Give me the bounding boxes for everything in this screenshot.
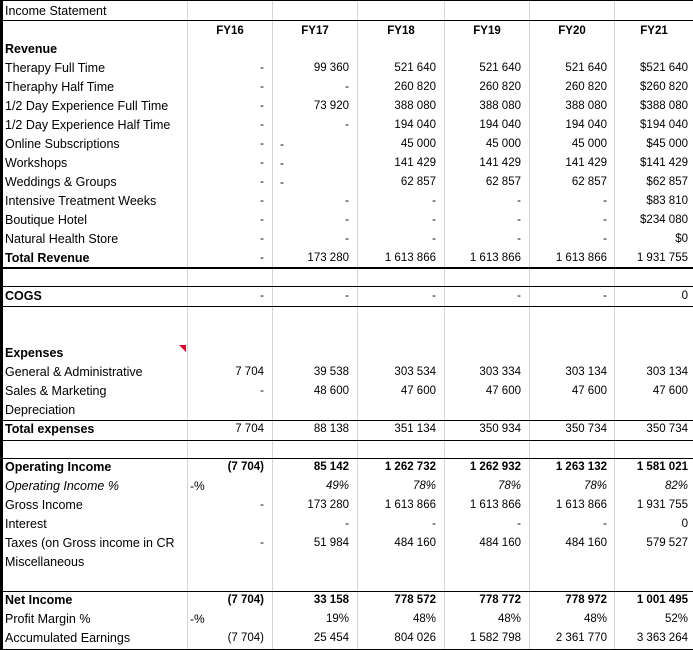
row-label: Theraphy Half Time	[5, 80, 115, 94]
value-cell[interactable]: 1 613 866	[384, 499, 436, 511]
value-cell[interactable]	[445, 553, 521, 572]
value-cell[interactable]	[445, 401, 521, 420]
value-cell[interactable]: -	[517, 233, 521, 245]
value-cell[interactable]: -	[345, 290, 349, 302]
value-cell[interactable]: 1 613 866	[555, 499, 607, 511]
value-cell[interactable]: -	[260, 385, 264, 397]
value-cell[interactable]: $260 820	[640, 81, 688, 93]
row-label: Intensive Treatment Weeks	[5, 194, 157, 208]
statement-row	[0, 477, 693, 496]
statement-row	[0, 116, 693, 135]
value-cell[interactable]: 45 000	[485, 138, 521, 150]
row-label: Net Income	[5, 593, 73, 607]
statement-row	[0, 591, 693, 610]
value-cell[interactable]: 52%	[664, 613, 688, 625]
value-cell[interactable]: 1 581 021	[636, 461, 688, 473]
value-cell[interactable]	[188, 401, 264, 420]
value-cell[interactable]: 49%	[325, 480, 349, 492]
row-label: Expenses	[5, 346, 64, 360]
row-label: Gross Income	[5, 498, 83, 512]
row-label: 1/2 Day Experience Half Time	[5, 118, 171, 132]
value-cell[interactable]: 78%	[583, 480, 607, 492]
value-cell[interactable]: 45 000	[571, 138, 607, 150]
top-border	[0, 0, 693, 1]
value-cell[interactable]	[188, 40, 264, 59]
value-cell[interactable]	[358, 344, 436, 363]
value-cell[interactable]	[445, 344, 521, 363]
value-cell[interactable]	[358, 401, 436, 420]
value-cell[interactable]: -	[432, 518, 436, 530]
value-cell[interactable]: 1 262 932	[469, 461, 521, 473]
value-cell[interactable]: 303 334	[479, 366, 521, 378]
year-header: FY19	[473, 25, 501, 37]
value-cell[interactable]: 78%	[497, 480, 521, 492]
value-cell[interactable]: -	[260, 214, 264, 226]
value-cell[interactable]: -	[260, 157, 264, 169]
row-label: Revenue	[5, 42, 58, 56]
value-cell[interactable]: (7 704)	[227, 594, 264, 606]
value-cell[interactable]: -	[603, 195, 607, 207]
statement-row	[0, 249, 693, 268]
value-cell[interactable]: 73 920	[313, 100, 349, 112]
value-cell[interactable]: 1 613 866	[469, 499, 521, 511]
value-cell[interactable]: 778 572	[394, 594, 436, 606]
value-cell[interactable]: -	[260, 499, 264, 511]
value-cell[interactable]: 99 360	[313, 62, 349, 74]
value-cell[interactable]	[273, 401, 349, 420]
value-cell[interactable]: 88 138	[313, 423, 349, 435]
row-label: Miscellaneous	[5, 555, 85, 569]
value-cell[interactable]: 351 134	[394, 423, 436, 435]
statement-row	[0, 59, 693, 78]
value-cell[interactable]	[188, 515, 264, 534]
value-cell[interactable]: 1 582 798	[469, 632, 521, 644]
value-cell[interactable]: 388 080	[394, 100, 436, 112]
value-cell[interactable]: $83 810	[646, 195, 688, 207]
value-cell[interactable]: -	[260, 176, 264, 188]
value-cell[interactable]: 1 931 755	[636, 252, 688, 264]
value-cell[interactable]: 19%	[325, 613, 349, 625]
value-cell[interactable]: 141 429	[479, 157, 521, 169]
statement-row	[0, 515, 693, 534]
value-cell[interactable]: 778 972	[565, 594, 607, 606]
value-cell[interactable]: 521 640	[394, 62, 436, 74]
value-cell[interactable]: 521 640	[479, 62, 521, 74]
value-cell[interactable]: -	[345, 81, 349, 93]
value-cell[interactable]: 804 026	[394, 632, 436, 644]
value-cell[interactable]: $388 080	[640, 100, 688, 112]
value-cell[interactable]: -	[517, 518, 521, 530]
row-label: Weddings & Groups	[5, 175, 117, 189]
value-cell[interactable]: 579 527	[646, 537, 688, 549]
percent-placeholder: -%	[190, 479, 205, 493]
statement-row	[0, 78, 693, 97]
statement-row	[0, 401, 693, 420]
value-cell[interactable]	[615, 40, 688, 59]
value-cell[interactable]: -	[345, 119, 349, 131]
value-cell[interactable]: 484 160	[479, 537, 521, 549]
value-cell[interactable]: 25 454	[313, 632, 349, 644]
value-cell[interactable]: 388 080	[565, 100, 607, 112]
value-cell[interactable]: 484 160	[565, 537, 607, 549]
value-cell[interactable]: 350 734	[565, 423, 607, 435]
value-cell[interactable]: -	[260, 252, 264, 264]
value-cell[interactable]: 141 429	[565, 157, 607, 169]
value-cell[interactable]: 194 040	[565, 119, 607, 131]
value-cell[interactable]: 85 142	[313, 461, 349, 473]
value-cell[interactable]: -	[517, 195, 521, 207]
statement-row	[0, 629, 693, 648]
value-cell[interactable]	[273, 154, 349, 173]
sheet-title: Income Statement	[5, 4, 107, 18]
statement-row	[0, 97, 693, 116]
value-cell[interactable]: 47 600	[400, 385, 436, 397]
value-cell[interactable]: -	[345, 518, 349, 530]
statement-row	[0, 534, 693, 553]
value-cell[interactable]: -	[432, 290, 436, 302]
value-cell[interactable]: 48%	[497, 613, 521, 625]
row-label: Profit Margin %	[5, 612, 91, 626]
value-cell[interactable]	[273, 40, 349, 59]
statement-row	[0, 173, 693, 192]
statement-row	[0, 344, 693, 363]
value-cell[interactable]	[273, 553, 349, 572]
row-label: Therapy Full Time	[5, 61, 106, 75]
value-cell[interactable]: 39 538	[313, 366, 349, 378]
value-cell[interactable]	[188, 477, 264, 496]
value-cell[interactable]: -	[432, 195, 436, 207]
statement-row	[0, 287, 693, 306]
statement-row	[0, 553, 693, 572]
value-cell[interactable]: 778 772	[479, 594, 521, 606]
value-cell[interactable]: 260 820	[394, 81, 436, 93]
row-label: Operating Income	[5, 460, 112, 474]
value-cell[interactable]: 7 704	[235, 366, 264, 378]
value-cell[interactable]	[273, 173, 349, 192]
value-cell[interactable]	[530, 40, 607, 59]
value-cell[interactable]: 173 280	[307, 499, 349, 511]
value-cell[interactable]: 0	[681, 518, 688, 530]
statement-row	[0, 230, 693, 249]
row-label: Total expenses	[5, 422, 95, 436]
value-cell[interactable]: 33 158	[313, 594, 349, 606]
value-cell[interactable]: -	[517, 214, 521, 226]
value-cell[interactable]: -	[260, 100, 264, 112]
statement-row	[0, 154, 693, 173]
row-label: COGS	[5, 289, 42, 303]
value-cell[interactable]: -	[260, 195, 264, 207]
statement-row	[0, 610, 693, 629]
value-cell[interactable]	[273, 135, 349, 154]
value-cell[interactable]: -	[260, 62, 264, 74]
statement-row	[0, 420, 693, 439]
statement-row	[0, 363, 693, 382]
row-label: Depreciation	[5, 403, 76, 417]
value-cell[interactable]: 521 640	[565, 62, 607, 74]
value-cell[interactable]: $45 000	[646, 138, 688, 150]
value-cell[interactable]: 47 600	[652, 385, 688, 397]
value-cell[interactable]: 48%	[412, 613, 436, 625]
value-cell[interactable]: -	[432, 233, 436, 245]
value-cell[interactable]	[530, 344, 607, 363]
value-cell[interactable]: 1 931 755	[636, 499, 688, 511]
value-cell[interactable]	[615, 553, 688, 572]
value-cell[interactable]: 1 613 866	[555, 252, 607, 264]
row-label: Interest	[5, 517, 47, 531]
value-cell[interactable]: -	[260, 138, 264, 150]
value-cell[interactable]: 1 262 732	[384, 461, 436, 473]
value-cell[interactable]: 388 080	[479, 100, 521, 112]
title-row	[0, 2, 693, 21]
value-cell[interactable]: 7 704	[235, 423, 264, 435]
value-cell[interactable]: 47 600	[485, 385, 521, 397]
value-cell[interactable]: -	[260, 81, 264, 93]
value-cell[interactable]: -	[517, 290, 521, 302]
row-label: Online Subscriptions	[5, 137, 120, 151]
value-cell[interactable]: -	[603, 214, 607, 226]
row-label: Total Revenue	[5, 251, 90, 265]
value-cell[interactable]: -	[260, 119, 264, 131]
value-cell[interactable]: $141 429	[640, 157, 688, 169]
value-cell[interactable]	[358, 40, 436, 59]
value-cell[interactable]	[188, 553, 264, 572]
row-label: Sales & Marketing	[5, 384, 107, 398]
value-cell[interactable]: -	[603, 518, 607, 530]
value-cell[interactable]: 484 160	[394, 537, 436, 549]
value-cell[interactable]: 62 857	[485, 176, 521, 188]
value-cell[interactable]: 260 820	[565, 81, 607, 93]
value-cell[interactable]	[530, 401, 607, 420]
value-cell[interactable]: -	[603, 290, 607, 302]
value-cell[interactable]: 82%	[664, 480, 688, 492]
row-label: General & Administrative	[5, 365, 143, 379]
value-cell[interactable]: 48 600	[313, 385, 349, 397]
value-cell[interactable]: 47 600	[571, 385, 607, 397]
value-cell[interactable]: 1 263 132	[555, 461, 607, 473]
row-label: 1/2 Day Experience Full Time	[5, 99, 169, 113]
value-cell[interactable]: -	[260, 290, 264, 302]
year-header-row	[0, 22, 693, 41]
value-cell[interactable]: 303 534	[394, 366, 436, 378]
statement-row	[0, 135, 693, 154]
value-cell[interactable]: $62 857	[646, 176, 688, 188]
value-cell[interactable]: 260 820	[479, 81, 521, 93]
title-underline	[0, 20, 693, 21]
value-cell[interactable]: 62 857	[571, 176, 607, 188]
value-cell[interactable]: (7 704)	[227, 461, 264, 473]
row-label: Accumulated Earnings	[5, 631, 131, 645]
value-cell[interactable]: -	[345, 195, 349, 207]
value-cell[interactable]: $0	[675, 233, 688, 245]
value-cell[interactable]	[188, 610, 264, 629]
value-cell[interactable]: 194 040	[479, 119, 521, 131]
dash-marker: -	[280, 137, 284, 151]
value-cell[interactable]: 78%	[412, 480, 436, 492]
value-cell[interactable]: 1 001 495	[636, 594, 688, 606]
year-header: FY18	[387, 25, 415, 37]
value-cell[interactable]: 1 613 866	[384, 252, 436, 264]
value-cell[interactable]: 350 934	[479, 423, 521, 435]
value-cell[interactable]: 51 984	[313, 537, 349, 549]
value-cell[interactable]	[358, 553, 436, 572]
statement-row	[0, 458, 693, 477]
value-cell[interactable]: -	[345, 233, 349, 245]
value-cell[interactable]: 141 429	[394, 157, 436, 169]
value-cell[interactable]: (7 704)	[227, 632, 264, 644]
statement-row	[0, 192, 693, 211]
value-cell[interactable]: -	[345, 214, 349, 226]
value-cell[interactable]: 194 040	[394, 119, 436, 131]
value-cell[interactable]: 350 734	[646, 423, 688, 435]
value-cell[interactable]: 1 613 866	[469, 252, 521, 264]
value-cell[interactable]	[188, 344, 264, 363]
value-cell[interactable]: -	[432, 214, 436, 226]
dash-marker: -	[280, 175, 284, 189]
value-cell[interactable]: 2 361 770	[555, 632, 607, 644]
cogs-underline	[0, 306, 693, 307]
dash-marker: -	[280, 156, 284, 170]
statement-row	[0, 496, 693, 515]
year-header: FY20	[558, 25, 586, 37]
statement-row	[0, 211, 693, 230]
value-cell[interactable]: 303 134	[646, 366, 688, 378]
value-cell[interactable]: -	[603, 233, 607, 245]
value-cell[interactable]: -	[260, 537, 264, 549]
percent-placeholder: -%	[190, 612, 205, 626]
value-cell[interactable]: 3 363 264	[636, 632, 688, 644]
value-cell[interactable]	[445, 40, 521, 59]
value-cell[interactable]: 0	[681, 290, 688, 302]
year-header: FY21	[640, 25, 668, 37]
year-header: FY16	[216, 25, 244, 37]
row-label: Boutique Hotel	[5, 213, 88, 227]
value-cell[interactable]: $521 640	[640, 62, 688, 74]
statement-row	[0, 40, 693, 59]
row-label: Natural Health Store	[5, 232, 119, 246]
value-cell[interactable]: 303 134	[565, 366, 607, 378]
value-cell[interactable]: $194 040	[640, 119, 688, 131]
row-label: Workshops	[5, 156, 68, 170]
value-cell[interactable]	[273, 344, 349, 363]
value-cell[interactable]	[615, 401, 688, 420]
value-cell[interactable]	[530, 553, 607, 572]
value-cell[interactable]: -	[260, 233, 264, 245]
value-cell[interactable]: 62 857	[400, 176, 436, 188]
statement-row	[0, 382, 693, 401]
value-cell[interactable]: $234 080	[640, 214, 688, 226]
year-header: FY17	[301, 25, 329, 37]
row-label: Operating Income %	[5, 479, 119, 493]
value-cell[interactable]: 45 000	[400, 138, 436, 150]
value-cell[interactable]: 48%	[583, 613, 607, 625]
value-cell[interactable]: 173 280	[307, 252, 349, 264]
total-expenses-underline	[0, 440, 693, 441]
value-cell[interactable]	[615, 344, 688, 363]
row-label: Taxes (on Gross income in CR	[5, 536, 175, 550]
